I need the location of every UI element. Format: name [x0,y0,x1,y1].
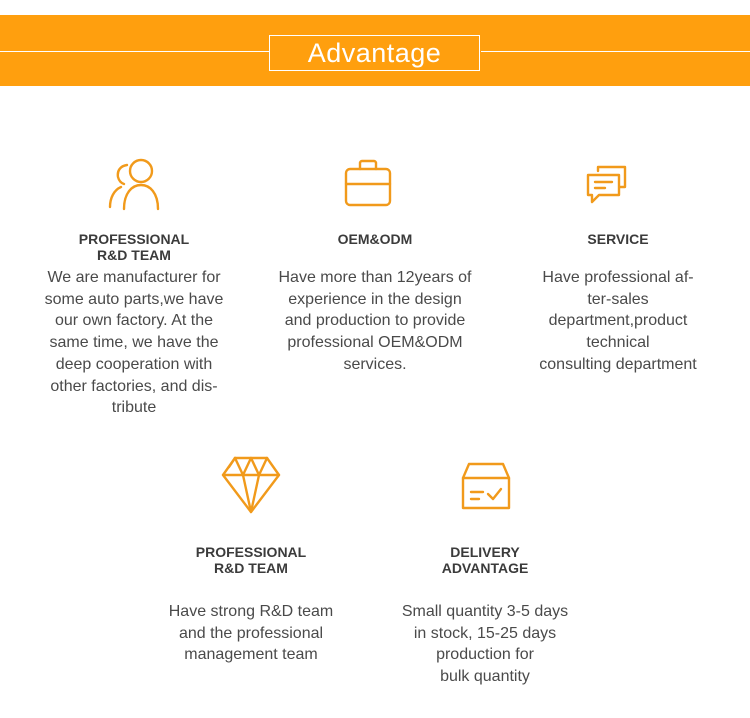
feature-description: We are manufacturer for some auto parts,we have our own factory. At the same time, we have the deep cooperation with other factories, and dis- tribute [44,269,224,417]
feature-description: Have strong R&D team and the professional management team [168,603,334,664]
feature-professional-rd-team-2 [150,455,352,675]
feature-heading: OEM&ODM [337,231,413,247]
header-banner [0,15,750,86]
delivery-box-icon [461,462,511,512]
feature-delivery-advantage [386,455,584,695]
feature-description: Have more than 12years of experience in the design and production to provide professional OEM&ODM services. [278,269,472,373]
feature-professional-rd-team [24,150,244,420]
team-people-icon [106,157,166,211]
title-box [269,35,480,71]
page-title: Advantage [307,37,442,68]
banner-divider-left [0,51,269,52]
feature-description: Small quantity 3-5 days in stock, 15-25 days production for bulk quantity [401,603,569,686]
feature-description: Have professional af- ter-sales department,product technical consulting department [539,269,697,373]
banner-divider-right [481,51,750,52]
feature-heading: PROFESSIONAL R&D TEAM [78,231,190,263]
feature-oem-odm [262,150,488,390]
feature-heading: PROFESSIONAL R&D TEAM [195,544,307,576]
feature-heading: SERVICE [587,231,649,247]
chat-service-icon [586,165,628,205]
diamond-icon [221,455,281,515]
briefcase-icon [344,159,392,207]
feature-service [510,150,726,390]
feature-heading: DELIVERY ADVANTAGE [441,544,529,576]
